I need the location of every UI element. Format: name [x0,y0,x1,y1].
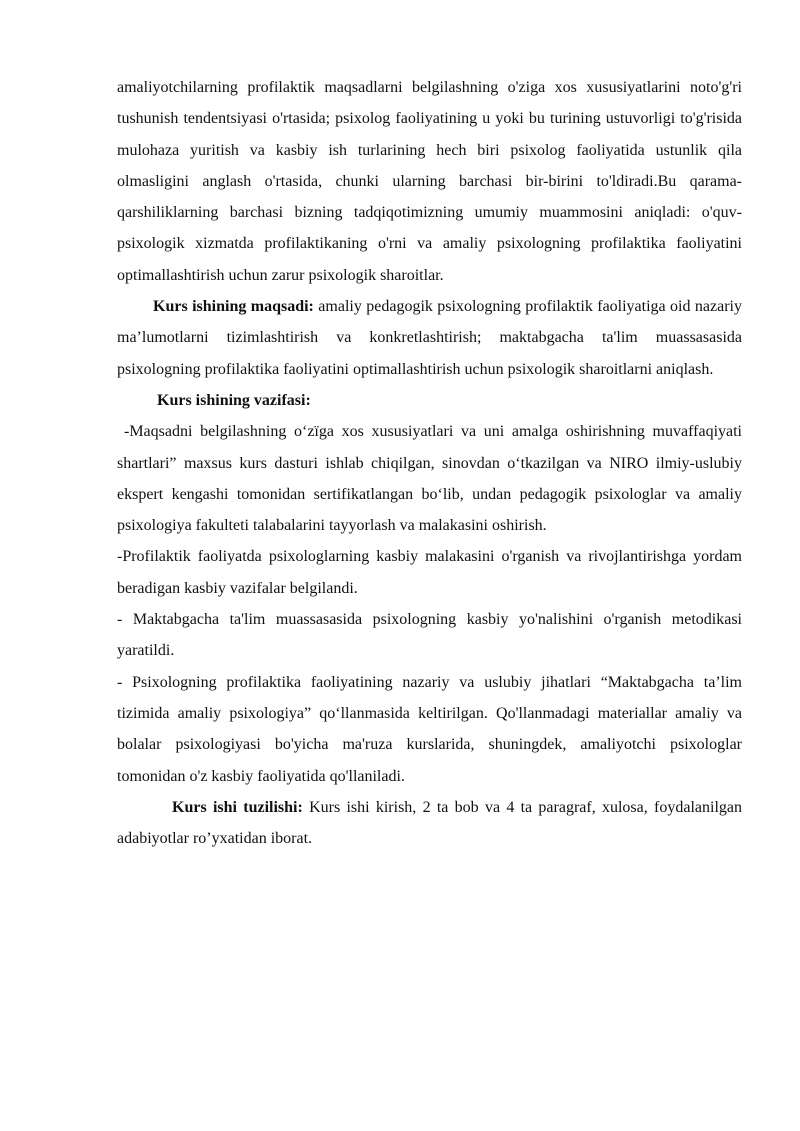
structure-label: Kurs ishi tuzilishi: [172,798,303,816]
goal-paragraph [117,291,742,385]
task-item-1: -Maqsadni belgilashning o‘zïga xos xususiyatlari va uni amalga oshirishning muvaffaqiyati shartlari” maxsus kurs dasturi ishlab chiqilgan, sinovdan o‘tkazilgan va NIRO ilmiy-uslubiy ekspert kengashi tomonidan sertifikatlangan bo‘lib, undan pedagogik psixologlar va amaliy psixologiya fakulteti talabalarini tayyorlash va malakasini oshirish. [117,423,742,535]
task-item-2: -Profilaktik faoliyatda psixologlarning kasbiy malakasini o'rganish va rivojlantirishga yordam beradigan kasbiy vazifalar belgilandi. [117,548,742,597]
tasks-heading: Kurs ishining vazifasi: [157,391,311,409]
intro-paragraph: amaliyotchilarning profilaktik maqsadlarni belgilashning o'ziga xos xususiyatlarini noto'g'ri tushunish tendentsiyasi o'rtasida; psixolog faoliyatining u yoki bu turining ustuvorligi to'g'risida mulohaza yuritish va kasbiy ish turlarining hech biri psixolog faoliyatida ustunlik qila olmasligini anglash o'rtasida, chunki ularning barchasi bir-birini to'ldiradi.Bu qarama-qarshiliklarning barchasi bizning tadqiqotimizning umumiy muammosini aniqladi: o'quv-psixologik xizmatda profilaktikaning o'rni va amaliy psixologning profilaktika faoliyatini optimallashtirish uchun zarur psixologik sharoitlar. [117,79,742,284]
structure-paragraph [117,792,742,855]
structure-text: Kurs ishi kirish, 2 ta bob va 4 ta paragraf, xulosa, foydalanilgan adabiyotlar ro’yxatidan iborat. [117,798,743,848]
task-item-3: - Maktabgacha ta'lim muassasasida psixologning kasbiy yo'nalishini o'rganish metodikasi yaratildi. [117,611,742,660]
goal-label: Kurs ishining maqsadi: [153,298,314,316]
task-item-4: - Psixologning profilaktika faoliyatining nazariy va uslubiy jihatlari “Maktabgacha ta’lim tizimida amaliy psixologiya” qo‘llanmasida keltirilgan. Qo'llanmadagi materiallar amaliy va bolalar psixologiyasi bo'yicha ma'ruza kurslarida, shuningdek, amaliyotchi psixologlar tomonidan o'z kasbiy faoliyatida qo'llaniladi. [117,673,742,785]
document-body [117,72,742,854]
goal-text: amaliy pedagogik psixologning profilaktik faoliyatiga oid nazariy ma’lumotlarni tizimlashtirish va konkretlashtirish; maktabgacha ta'lim muassasasida psixologning profilaktika faoliyatini optimallashtirish uchun psixologik sharoitlarni aniqlash. [117,298,742,378]
